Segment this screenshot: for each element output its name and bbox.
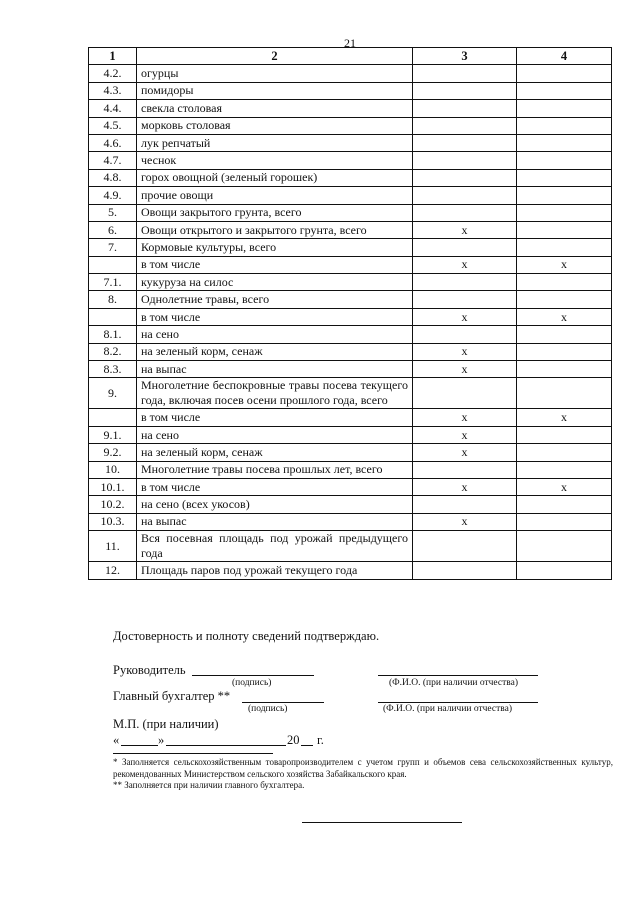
row-col-4 (517, 239, 612, 256)
row-col-3 (413, 82, 517, 99)
row-col-4 (517, 426, 612, 443)
date-year-suffix: г. (317, 733, 324, 747)
row-name: Овощи закрытого грунта, всего (137, 204, 413, 221)
table-row (89, 531, 612, 562)
row-col-4 (517, 326, 612, 343)
table-row (89, 461, 612, 478)
table-body (89, 65, 612, 579)
row-number: 11. (89, 531, 137, 562)
table-row (89, 256, 612, 273)
row-number: 9.2. (89, 444, 137, 461)
row-col-4 (517, 496, 612, 513)
row-col-4 (517, 204, 612, 221)
header-col-2: 2 (137, 48, 413, 65)
row-col-4 (517, 291, 612, 308)
row-number: 6. (89, 221, 137, 238)
head-label: Руководитель (113, 663, 186, 677)
row-col-4 (517, 117, 612, 134)
row-col-3 (413, 117, 517, 134)
row-name: в том числе (137, 409, 413, 426)
table-row (89, 478, 612, 495)
accountant-name-caption: (Ф.И.О. (при наличии отчества) (383, 704, 512, 714)
row-number: 9. (89, 378, 137, 409)
row-col-3: x (413, 361, 517, 378)
row-col-3 (413, 239, 517, 256)
row-col-4 (517, 82, 612, 99)
row-name: в том числе (137, 256, 413, 273)
table-row (89, 361, 612, 378)
table-row (89, 117, 612, 134)
row-col-3 (413, 378, 517, 409)
date-close-quote: » (158, 733, 165, 747)
row-name: Многолетние беспокровные травы посева текущего года, включая посев осени прошлого года, всего (137, 378, 413, 409)
row-col-3: x (413, 343, 517, 360)
row-number: 4.7. (89, 152, 137, 169)
row-number: 4.9. (89, 187, 137, 204)
row-number (89, 409, 137, 426)
footnote-one: * Заполняется сельскохозяйственным товаропроизводителем с учетом групп и объемов сева сельскохозяйственных культур, рекомендованных Министерством сельского хозяйства Забайкальского края. (113, 757, 613, 779)
accountant-name-line (378, 702, 538, 703)
row-name: Многолетние травы посева прошлых лет, всего (137, 461, 413, 478)
row-name: в том числе (137, 478, 413, 495)
table-row (89, 134, 612, 151)
row-col-4 (517, 65, 612, 82)
row-name: лук репчатый (137, 134, 413, 151)
table-row (89, 378, 612, 409)
date-month-line (166, 745, 286, 746)
row-col-4 (517, 152, 612, 169)
row-name: на сено (всех укосов) (137, 496, 413, 513)
row-number: 10.3. (89, 513, 137, 530)
row-name: на зеленый корм, сенаж (137, 343, 413, 360)
row-col-4: x (517, 478, 612, 495)
table-row (89, 169, 612, 186)
row-number: 4.4. (89, 100, 137, 117)
table-row (89, 444, 612, 461)
row-col-3 (413, 134, 517, 151)
row-col-3: x (413, 409, 517, 426)
row-number: 7.1. (89, 274, 137, 291)
row-number: 4.2. (89, 65, 137, 82)
row-number: 10.2. (89, 496, 137, 513)
row-number: 9.1. (89, 426, 137, 443)
date-open-quote: « (113, 733, 120, 747)
row-col-3 (413, 531, 517, 562)
table-row (89, 65, 612, 82)
row-col-4 (517, 187, 612, 204)
row-col-4 (517, 361, 612, 378)
row-number: 8.3. (89, 361, 137, 378)
row-col-4 (517, 274, 612, 291)
row-name: на сено (137, 426, 413, 443)
row-col-3: x (413, 308, 517, 325)
footnote-rule (113, 753, 273, 754)
date-year-line (301, 745, 313, 746)
table-row (89, 426, 612, 443)
row-col-4 (517, 378, 612, 409)
row-name: огурцы (137, 65, 413, 82)
row-name: на выпас (137, 513, 413, 530)
row-number: 8.1. (89, 326, 137, 343)
row-col-3 (413, 326, 517, 343)
row-number: 5. (89, 204, 137, 221)
table-row (89, 204, 612, 221)
seal-label: М.П. (при наличии) (113, 717, 219, 731)
row-number: 4.3. (89, 82, 137, 99)
table-row (89, 100, 612, 117)
table-header-row (89, 48, 612, 65)
row-number: 4.6. (89, 134, 137, 151)
header-col-1: 1 (89, 48, 137, 65)
row-col-3: x (413, 256, 517, 273)
head-signature-caption: (подпись) (232, 678, 272, 688)
row-number: 10.1. (89, 478, 137, 495)
accountant-signature-line (242, 702, 324, 703)
row-col-3: x (413, 478, 517, 495)
row-number (89, 256, 137, 273)
row-col-3 (413, 461, 517, 478)
row-name: Вся посевная площадь под урожай предыдущего года (137, 531, 413, 562)
row-name: морковь столовая (137, 117, 413, 134)
row-col-3 (413, 291, 517, 308)
row-col-3 (413, 169, 517, 186)
row-col-4 (517, 100, 612, 117)
table-row (89, 152, 612, 169)
row-number: 12. (89, 562, 137, 579)
row-name: помидоры (137, 82, 413, 99)
row-col-3 (413, 204, 517, 221)
row-col-4: x (517, 409, 612, 426)
date-day-line (121, 745, 158, 746)
head-name-line (378, 675, 538, 676)
row-number: 4.8. (89, 169, 137, 186)
row-col-4 (517, 513, 612, 530)
row-number: 10. (89, 461, 137, 478)
row-name: Кормовые культуры, всего (137, 239, 413, 256)
row-name: чеснок (137, 152, 413, 169)
header-col-4: 4 (517, 48, 612, 65)
row-col-4 (517, 461, 612, 478)
crop-area-table (88, 47, 612, 580)
row-col-3 (413, 65, 517, 82)
row-col-3 (413, 152, 517, 169)
table-row (89, 513, 612, 530)
row-col-4 (517, 134, 612, 151)
table-row (89, 274, 612, 291)
row-number: 4.5. (89, 117, 137, 134)
accountant-signature-caption: (подпись) (248, 704, 288, 714)
table-row (89, 496, 612, 513)
row-col-3: x (413, 444, 517, 461)
table-row (89, 308, 612, 325)
row-name: Площадь паров под урожай текущего года (137, 562, 413, 579)
row-number: 8.2. (89, 343, 137, 360)
row-col-3 (413, 496, 517, 513)
table-row (89, 562, 612, 579)
header-col-3: 3 (413, 48, 517, 65)
row-col-4 (517, 562, 612, 579)
row-number: 7. (89, 239, 137, 256)
accountant-label: Главный бухгалтер ** (113, 689, 231, 703)
table-row (89, 221, 612, 238)
row-number (89, 308, 137, 325)
row-col-4: x (517, 256, 612, 273)
date-year-prefix: 20 (287, 733, 300, 747)
page-number: 21 (344, 36, 356, 50)
table-row (89, 343, 612, 360)
table-row (89, 409, 612, 426)
row-col-3: x (413, 513, 517, 530)
row-name: Однолетние травы, всего (137, 291, 413, 308)
row-name: прочие овощи (137, 187, 413, 204)
row-name: на сено (137, 326, 413, 343)
row-col-4: x (517, 308, 612, 325)
table-row (89, 187, 612, 204)
row-col-4 (517, 169, 612, 186)
row-col-4 (517, 531, 612, 562)
table-row (89, 326, 612, 343)
row-col-3 (413, 274, 517, 291)
row-name: свекла столовая (137, 100, 413, 117)
head-signature-line (192, 675, 314, 676)
row-col-3: x (413, 221, 517, 238)
table-row (89, 239, 612, 256)
footnotes (113, 757, 613, 792)
row-col-3 (413, 187, 517, 204)
row-number: 8. (89, 291, 137, 308)
row-name: в том числе (137, 308, 413, 325)
head-name-caption: (Ф.И.О. (при наличии отчества) (389, 678, 518, 688)
row-col-4 (517, 221, 612, 238)
row-name: Овощи открытого и закрытого грунта, всего (137, 221, 413, 238)
end-rule (302, 822, 462, 823)
row-name: кукуруза на силос (137, 274, 413, 291)
row-name: на зеленый корм, сенаж (137, 444, 413, 461)
row-col-4 (517, 343, 612, 360)
table-row (89, 291, 612, 308)
row-col-4 (517, 444, 612, 461)
table-row (89, 82, 612, 99)
row-name: на выпас (137, 361, 413, 378)
footnote-two: ** Заполняется при наличии главного бухгалтера. (113, 780, 305, 790)
row-name: горох овощной (зеленый горошек) (137, 169, 413, 186)
row-col-3 (413, 562, 517, 579)
row-col-3 (413, 100, 517, 117)
confirmation-statement: Достоверность и полноту сведений подтверждаю. (113, 629, 380, 643)
row-col-3: x (413, 426, 517, 443)
